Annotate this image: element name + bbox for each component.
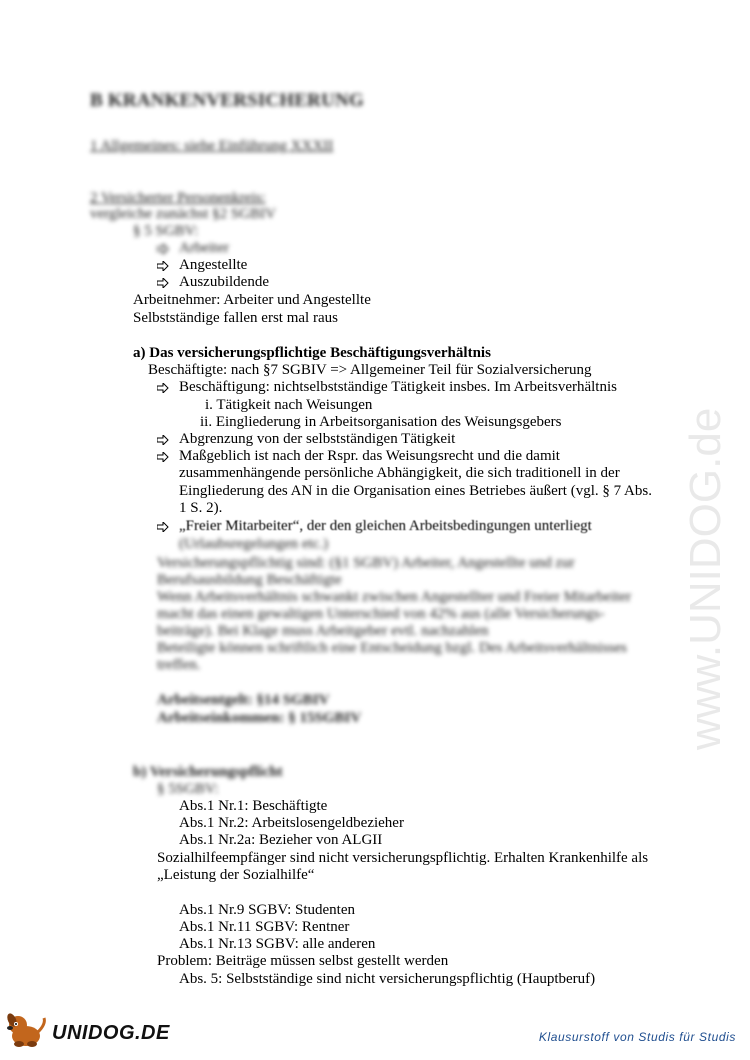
logo-text: UNIDOG.DE xyxy=(52,1022,170,1044)
paragraph-line: Arbeitnehmer: Arbeiter und Angestellte xyxy=(133,292,371,308)
sublist-item: i. Tätigkeit nach Weisungen xyxy=(205,397,373,413)
watermark-text: www.UNIDOG.de xyxy=(681,407,730,750)
section-2-ref: § 5 SGBV: xyxy=(133,223,199,239)
paragraph-line: Beteiligte können schriftlich eine Entscheidung bzgl. Des Arbeitsverhältnisses xyxy=(157,640,627,656)
paragraph-line: Eingliederung des AN in die Organisation eines Betriebes äußert (vgl. § 7 Abs. xyxy=(179,483,652,499)
paragraph-line: (Urlaubsregelungen etc.) xyxy=(179,536,329,552)
list-item-label: Auszubildende xyxy=(179,274,269,290)
arrow-icon xyxy=(157,452,169,462)
watermark xyxy=(660,300,740,760)
paragraph-line: Abs.1 Nr.11 SGBV: Rentner xyxy=(179,919,350,935)
list-item-label: Beschäftigung: nichtselbstständige Tätigkeit insbes. Im Arbeitsverhältnis xyxy=(179,379,617,395)
section-b-heading: b) Versicherungspflicht xyxy=(133,764,283,780)
list-item-label: Abgrenzung von der selbstständigen Tätigkeit xyxy=(179,431,456,447)
paragraph-line: treffen. xyxy=(157,657,201,673)
paragraph-line: Selbstständige fallen erst mal raus xyxy=(133,310,338,326)
paragraph-line: Abs. 5: Selbstständige sind nicht versicherungspflichtig (Hauptberuf) xyxy=(179,971,596,987)
section-1-heading: 1 Allgemeines: siehe Einführung XXXII xyxy=(90,138,334,154)
section-a-heading: a) Das versicherungspflichtige Beschäftigungsverhältnis xyxy=(133,345,491,361)
page-title: B KRANKENVERSICHERUNG xyxy=(90,90,364,111)
paragraph-line: Wenn Arbeitsverhältnis schwankt zwischen Angestellter und Freier Mitarbeiter xyxy=(157,589,632,605)
list-item xyxy=(157,431,455,448)
reference-line: Arbeitseinkommen: § 15SGBIV xyxy=(157,710,362,726)
list-item-label: „Freier Mitarbeiter“, der den gleichen Arbeitsbedingungen unterliegt xyxy=(179,518,592,534)
arrow-icon xyxy=(157,435,169,445)
paragraph-line: Beschäftigte: nach §7 SGBIV => Allgemeiner Teil für Sozialversicherung xyxy=(148,362,592,378)
paragraph-line: Problem: Beiträge müssen selbst gestellt werden xyxy=(157,953,449,969)
unidog-logo xyxy=(4,1010,170,1050)
paragraph-line: „Leistung der Sozialhilfe“ xyxy=(157,867,315,883)
paragraph-line: Abs.1 Nr.2a: Bezieher von ALGII xyxy=(179,832,383,848)
section-b-ref: § 5SGBV: xyxy=(157,781,219,797)
paragraph-line: macht das einen gewaltigen Unterschied von 42% aus (alle Versicherungs- xyxy=(157,606,605,622)
paragraph-line: Versicherungspflichtig sind: (§1 SGBV) Arbeiter, Angestellte und zur xyxy=(157,555,575,571)
paragraph-line: Sozialhilfeempfänger sind nicht versicherungspflichtig. Erhalten Krankenhilfe als xyxy=(157,850,649,866)
section-2-subline: vergleiche zunächst §2 SGBIV xyxy=(90,206,276,222)
list-item xyxy=(157,518,592,535)
reference-line: Arbeitsentgelt: §14 SGBIV xyxy=(157,692,330,708)
paragraph-line: Abs.1 Nr.13 SGBV: alle anderen xyxy=(179,936,376,952)
list-item-label: Arbeiter xyxy=(179,240,229,256)
footer-tagline: Klausurstoff von Studis für Studis xyxy=(538,1030,736,1044)
paragraph-line: Abs.1 Nr.2: Arbeitslosengeldbezieher xyxy=(179,815,404,831)
arrow-icon xyxy=(157,383,169,393)
dog-mascot-icon xyxy=(4,1010,50,1050)
paragraph-line: Abs.1 Nr.1: Beschäftigte xyxy=(179,798,328,814)
paragraph-line: 1 S. 2). xyxy=(179,500,223,516)
paragraph-line: Abs.1 Nr.9 SGBV: Studenten xyxy=(179,902,355,918)
paragraph-line: Berufsausbildung Beschäftigte xyxy=(157,572,342,588)
sublist-item: ii. Eingliederung in Arbeitsorganisation des Weisungsgebers xyxy=(200,414,562,430)
list-item xyxy=(157,257,247,274)
list-item xyxy=(157,274,269,291)
section-2-heading: 2 Versicherter Personenkreis: xyxy=(90,190,266,206)
paragraph-line: zusammenhängende persönliche Abhängigkeit, die sich traditionell in der xyxy=(179,465,620,481)
arrow-icon xyxy=(157,261,169,271)
arrow-icon xyxy=(157,278,169,288)
arrow-icon xyxy=(157,244,169,254)
list-item xyxy=(157,448,560,465)
list-item xyxy=(157,379,617,396)
list-item-label: Maßgeblich ist nach der Rspr. das Weisungsrecht und die damit xyxy=(179,448,560,464)
paragraph-line: beiträge). Bei Klage muss Arbeitgeber evtl. nachzahlen xyxy=(157,623,489,639)
list-item xyxy=(157,240,229,257)
arrow-icon xyxy=(157,522,169,532)
list-item-label: Angestellte xyxy=(179,257,248,273)
